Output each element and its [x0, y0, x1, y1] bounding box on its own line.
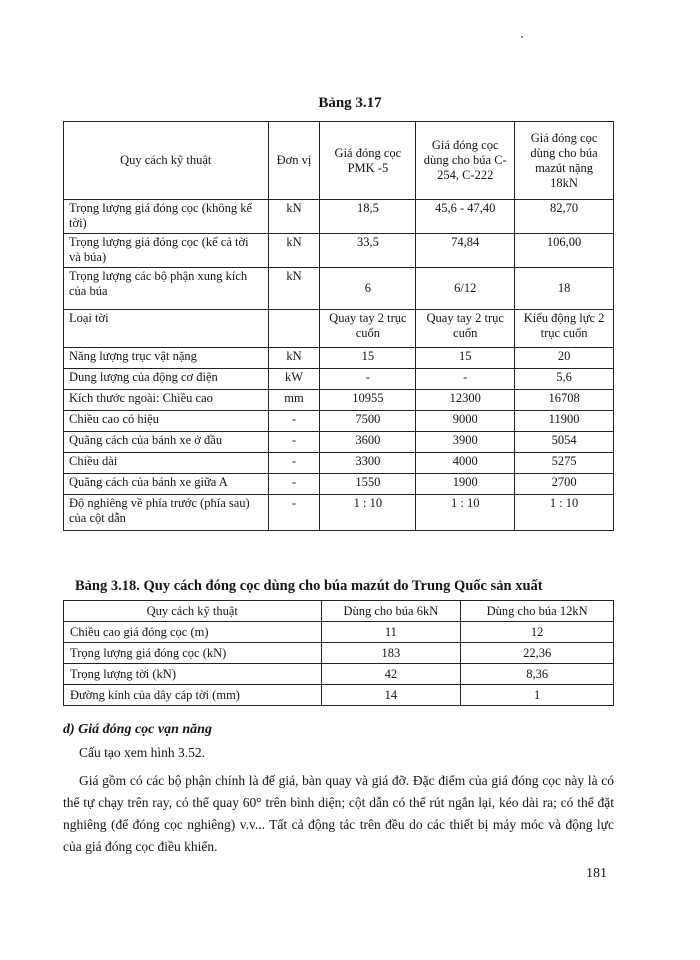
table-cell: 15 — [416, 348, 515, 369]
table-row — [64, 432, 614, 453]
table-row — [64, 453, 614, 474]
table-row — [64, 200, 614, 234]
table-row — [64, 664, 614, 685]
body-paragraph-text: Giá gồm có các bộ phận chính là đế giá, bàn quay và giá đỡ. Đặc điểm của giá đóng cọc này là có thể tự chạy trên ray, có thể quay 60° trên bình diện; cột dẫn có thể rút ngắn lại, kéo dài ra; có thể đặt nghiêng (để đóng cọc nghiêng) v.v... Tất cả động tác trên đều do các thiết bị máy móc và động lực của giá đóng cọc điều khiển. — [63, 773, 614, 854]
table-row — [64, 622, 614, 643]
table-cell: - — [268, 474, 320, 495]
table-row — [64, 411, 614, 432]
table-cell: Quay tay 2 trục cuốn — [320, 310, 416, 348]
table-cell: 22,36 — [461, 643, 614, 664]
table-cell: 1550 — [320, 474, 416, 495]
table-cell: 18 — [515, 268, 614, 310]
table-row — [64, 474, 614, 495]
table-row — [64, 495, 614, 531]
table-cell: Trọng lượng giá đóng cọc (không kể tời) — [64, 200, 269, 234]
table-cell: 5275 — [515, 453, 614, 474]
figure-reference: Cấu tạo xem hình 3.52. — [79, 745, 205, 760]
table-cell — [268, 310, 320, 348]
table-cell: - — [268, 495, 320, 531]
table-cell: Trọng lượng các bộ phận xung kích của búa — [64, 268, 269, 310]
table-cell: kN — [268, 348, 320, 369]
header-cell: Giá đóng cọc dùng cho búa mazút nặng 18kN — [515, 122, 614, 200]
table-cell: 8,36 — [461, 664, 614, 685]
table-cell: 10955 — [320, 390, 416, 411]
table-cell: 3900 — [416, 432, 515, 453]
table-cell: 9000 — [416, 411, 515, 432]
table-cell: 6 — [320, 268, 416, 310]
table-cell: Chiều cao có hiệu — [64, 411, 269, 432]
table-cell: Trọng lượng giá đóng cọc (kN) — [64, 643, 322, 664]
table-row — [64, 369, 614, 390]
table-cell: 16708 — [515, 390, 614, 411]
table2-title: Bảng 3.18. Quy cách đóng cọc dùng cho búa mazút do Trung Quốc sản xuất — [75, 578, 543, 594]
table-cell: kW — [268, 369, 320, 390]
table-cell: 12 — [461, 622, 614, 643]
table-cell: kN — [268, 200, 320, 234]
table-cell: 7500 — [320, 411, 416, 432]
table-cell: - — [416, 369, 515, 390]
table-cell: 82,70 — [515, 200, 614, 234]
table-cell: Chiều dài — [64, 453, 269, 474]
table-row — [64, 348, 614, 369]
section-heading: d) Giá đóng cọc vạn năng — [63, 722, 212, 737]
header-cell: Đơn vị — [268, 122, 320, 200]
table-cell: 11 — [321, 622, 461, 643]
table-header-row — [64, 122, 614, 200]
table-cell: Quãng cách của bánh xe ở đầu — [64, 432, 269, 453]
table-row — [64, 685, 614, 706]
table-header-row — [64, 601, 614, 622]
table-cell: 1 : 10 — [416, 495, 515, 531]
table-cell: 1 : 10 — [320, 495, 416, 531]
table-cell: 5,6 — [515, 369, 614, 390]
specs-table-3-18 — [63, 600, 614, 706]
table-cell: 106,00 — [515, 234, 614, 268]
table-row — [64, 390, 614, 411]
table-cell: 20 — [515, 348, 614, 369]
table-cell: - — [268, 411, 320, 432]
table-cell: mm — [268, 390, 320, 411]
header-cell: Giá đóng cọc dùng cho búa C-254, C-222 — [416, 122, 515, 200]
table-cell: Đường kính của dây cáp tời (mm) — [64, 685, 322, 706]
page-number: 181 — [586, 866, 607, 881]
table-cell: 3600 — [320, 432, 416, 453]
table-cell: 14 — [321, 685, 461, 706]
table-cell: 3300 — [320, 453, 416, 474]
table1-title: Bảng 3.17 — [318, 95, 382, 111]
table-cell: 11900 — [515, 411, 614, 432]
header-cell: Giá đóng cọc PMK -5 — [320, 122, 416, 200]
table-cell: 2700 — [515, 474, 614, 495]
table-cell: 6/12 — [416, 268, 515, 310]
table-cell: Năng lượng trục vật nặng — [64, 348, 269, 369]
table-row — [64, 643, 614, 664]
table-cell: - — [268, 432, 320, 453]
table-cell: 45,6 - 47,40 — [416, 200, 515, 234]
table-cell: Chiều cao giá đóng cọc (m) — [64, 622, 322, 643]
table-cell: 1900 — [416, 474, 515, 495]
table-cell: - — [320, 369, 416, 390]
table-cell: kN — [268, 234, 320, 268]
table-cell: Dung lượng của động cơ điện — [64, 369, 269, 390]
table-cell: 12300 — [416, 390, 515, 411]
table-cell: kN — [268, 268, 320, 310]
table-cell: Quay tay 2 trục cuốn — [416, 310, 515, 348]
table-row — [64, 234, 614, 268]
table-cell: 15 — [320, 348, 416, 369]
table-row — [64, 268, 614, 310]
table-cell: 4000 — [416, 453, 515, 474]
table-cell: Trọng lượng giá đóng cọc (kể cả tời và búa) — [64, 234, 269, 268]
scan-speck — [521, 36, 523, 38]
header-cell: Dùng cho búa 12kN — [461, 601, 614, 622]
table-cell: Loại tời — [64, 310, 269, 348]
table-cell: 74,84 — [416, 234, 515, 268]
header-cell: Quy cách kỹ thuật — [64, 122, 269, 200]
body-paragraph — [63, 770, 614, 858]
table-cell: - — [268, 453, 320, 474]
table-row — [64, 310, 614, 348]
table-cell: Kích thước ngoài: Chiều cao — [64, 390, 269, 411]
specs-table-3-17 — [63, 121, 614, 531]
table-cell: Kiểu động lực 2 trục cuốn — [515, 310, 614, 348]
table-cell: 1 — [461, 685, 614, 706]
table-cell: 33,5 — [320, 234, 416, 268]
table-cell: 5054 — [515, 432, 614, 453]
table-cell: Độ nghiêng về phía trước (phía sau) của cột dẫn — [64, 495, 269, 531]
table-cell: 1 : 10 — [515, 495, 614, 531]
header-cell: Quy cách kỹ thuật — [64, 601, 322, 622]
table-cell: 18,5 — [320, 200, 416, 234]
header-cell: Dùng cho búa 6kN — [321, 601, 461, 622]
table-cell: Trọng lượng tời (kN) — [64, 664, 322, 685]
table-cell: 183 — [321, 643, 461, 664]
table-cell: Quãng cách của bánh xe giữa A — [64, 474, 269, 495]
table-cell: 42 — [321, 664, 461, 685]
